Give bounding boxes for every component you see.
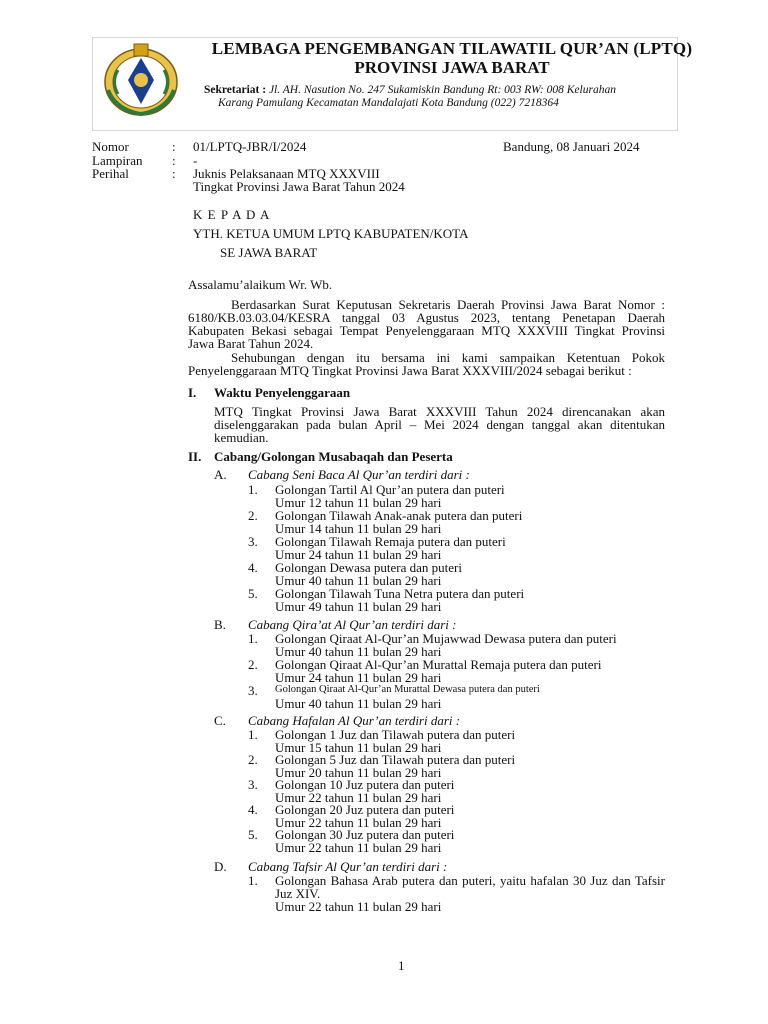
section2-number: II. [188, 449, 202, 464]
list-item: Golongan Tartil Al Qur’an putera dan puteri [275, 482, 505, 497]
subsection-heading: Cabang Hafalan Al Qur’an terdiri dari : [248, 713, 461, 728]
list-item-age: Umur 12 tahun 11 bulan 29 hari [275, 495, 442, 510]
list-item-age: Umur 22 tahun 11 bulan 29 hari [275, 840, 442, 855]
list-item-age: Umur 24 tahun 11 bulan 29 hari [275, 547, 442, 562]
perihal-line2: Tingkat Provinsi Jawa Barat Tahun 2024 [193, 179, 405, 194]
list-item-age: Umur 40 tahun 11 bulan 29 hari [275, 696, 442, 711]
section1-line1: MTQ Tingkat Provinsi Jawa Barat XXXVIII Tahun 2024 direncanakan akan [214, 404, 665, 419]
list-item-continuation: Juz XIV. [275, 886, 321, 901]
address-line1: Jl. AH. Nasution No. 247 Sukamiskin Bandung Rt: 003 RW: 008 Kelurahan [268, 84, 616, 96]
list-item-age: Umur 20 tahun 11 bulan 29 hari [275, 765, 442, 780]
secretariat-label: Sekretariat : [204, 84, 267, 96]
list-number: 3. [248, 683, 258, 698]
paragraph1-line1: Berdasarkan Surat Keputusan Sekretaris Daerah Provinsi Jawa Barat Nomor : [231, 297, 665, 312]
list-item: Golongan Qiraat Al-Qur’an Murattal Remaja putera dan puteri [275, 657, 602, 672]
section2-title: Cabang/Golongan Musabaqah dan Peserta [214, 449, 453, 464]
paragraph1-line2: 6180/KB.03.03.04/KESRA tanggal 03 Agustus 2023, tentang Penetapan Daerah [188, 310, 665, 325]
list-number: 1. [248, 873, 258, 888]
list-item: Golongan Tilawah Anak-anak putera dan puteri [275, 508, 523, 523]
nomor-label: Nomor [92, 139, 129, 154]
nomor-value: 01/LPTQ-JBR/I/2024 [193, 139, 307, 154]
list-item-age: Umur 24 tahun 11 bulan 29 hari [275, 670, 442, 685]
colon: : [172, 139, 176, 154]
section1-line2: diselenggarakan pada bulan April – Mei 2024 dengan tanggal akan ditentukan [214, 417, 665, 432]
subsection-heading: Cabang Seni Baca Al Qur’an terdiri dari : [248, 467, 470, 482]
subsection-heading: Cabang Qira’at Al Qur’an terdiri dari : [248, 617, 457, 632]
subsection-letter: B. [214, 617, 226, 632]
perihal-label: Perihal [92, 166, 129, 181]
list-item: Golongan 1 Juz dan Tilawah putera dan puteri [275, 727, 516, 742]
colon: : [172, 153, 176, 168]
list-item: Golongan Bahasa Arab putera dan puteri, yaitu hafalan 30 Juz dan Tafsir [275, 873, 665, 888]
list-item: Golongan 10 Juz putera dan puteri [275, 777, 455, 792]
lptq-logo-icon [96, 40, 186, 120]
list-item: Golongan 5 Juz dan Tilawah putera dan puteri [275, 752, 516, 767]
list-number: 5. [248, 586, 258, 601]
list-number: 2. [248, 657, 258, 672]
kepada-label: K E P A D A [193, 207, 271, 222]
letter-date: Bandung, 08 Januari 2024 [503, 139, 640, 154]
greeting: Assalamu’alaikum Wr. Wb. [188, 277, 333, 292]
paragraph1-line3: Kabupaten Bekasi sebagai Tempat Penyelenggaraan MTQ XXXVIII Tingkat Provinsi [188, 323, 665, 338]
list-number: 5. [248, 827, 258, 842]
list-number: 2. [248, 508, 258, 523]
list-item-age: Umur 22 tahun 11 bulan 29 hari [275, 790, 442, 805]
org-name-line1: LEMBAGA PENGEMBANGAN TILAWATIL QUR’AN (LPTQ) [211, 39, 693, 58]
org-name-line2: PROVINSI JAWA BARAT [354, 58, 550, 77]
page-number: 1 [398, 958, 405, 973]
list-item: Golongan Qiraat Al-Qur’an Murattal Dewasa putera dan puteri [275, 684, 540, 695]
list-item: Golongan 30 Juz putera dan puteri [275, 827, 455, 842]
address-line2: Karang Pamulang Kecamatan Mandalajati Kota Bandung (022) 7218364 [218, 97, 559, 109]
list-number: 3. [248, 777, 258, 792]
paragraph1-line4: Jawa Barat Tahun 2024. [188, 336, 314, 351]
lampiran-label: Lampiran [92, 153, 143, 168]
list-item-age: Umur 40 tahun 11 bulan 29 hari [275, 644, 442, 659]
list-item-age: Umur 40 tahun 11 bulan 29 hari [275, 573, 442, 588]
list-item-age: Umur 14 tahun 11 bulan 29 hari [275, 521, 442, 536]
subsection-letter: C. [214, 713, 226, 728]
subsection-letter: A. [214, 467, 227, 482]
list-number: 4. [248, 560, 258, 575]
list-number: 1. [248, 631, 258, 646]
list-number: 3. [248, 534, 258, 549]
lampiran-value: - [193, 153, 198, 168]
subsection-heading: Cabang Tafsir Al Qur’an terdiri dari : [248, 859, 448, 874]
list-item-age: Umur 49 tahun 11 bulan 29 hari [275, 599, 442, 614]
list-item: Golongan Qiraat Al-Qur’an Mujawwad Dewasa putera dan puteri [275, 631, 617, 646]
subsection-letter: D. [214, 859, 227, 874]
list-item: Golongan Dewasa putera dan puteri [275, 560, 462, 575]
list-item-age: Umur 15 tahun 11 bulan 29 hari [275, 740, 442, 755]
list-number: 4. [248, 802, 258, 817]
list-number: 2. [248, 752, 258, 767]
list-item-age: Umur 22 tahun 11 bulan 29 hari [275, 899, 442, 914]
section1-title: Waktu Penyelenggaraan [214, 385, 351, 400]
list-item: Golongan Tilawah Remaja putera dan puteri [275, 534, 506, 549]
list-number: 1. [248, 727, 258, 742]
secretariat-line1 [204, 84, 616, 96]
paragraph2-line1: Sehubungan dengan itu bersama ini kami sampaikan Ketentuan Pokok [231, 350, 665, 365]
addressee-region: SE JAWA BARAT [220, 245, 318, 260]
colon: : [172, 166, 176, 181]
list-item-age: Umur 22 tahun 11 bulan 29 hari [275, 815, 442, 830]
section1-number: I. [188, 385, 197, 400]
list-number: 1. [248, 482, 258, 497]
addressee-line: YTH. KETUA UMUM LPTQ KABUPATEN/KOTA [193, 226, 469, 241]
section1-line3: kemudian. [214, 430, 269, 445]
paragraph2-line2: Penyelenggaraan MTQ Tingkat Provinsi Jawa Barat XXXVIII/2024 sebagai berikut : [188, 363, 632, 378]
perihal-line1: Juknis Pelaksanaan MTQ XXXVIII [193, 166, 380, 181]
list-item: Golongan 20 Juz putera dan puteri [275, 802, 455, 817]
list-item: Golongan Tilawah Tuna Netra putera dan puteri [275, 586, 525, 601]
